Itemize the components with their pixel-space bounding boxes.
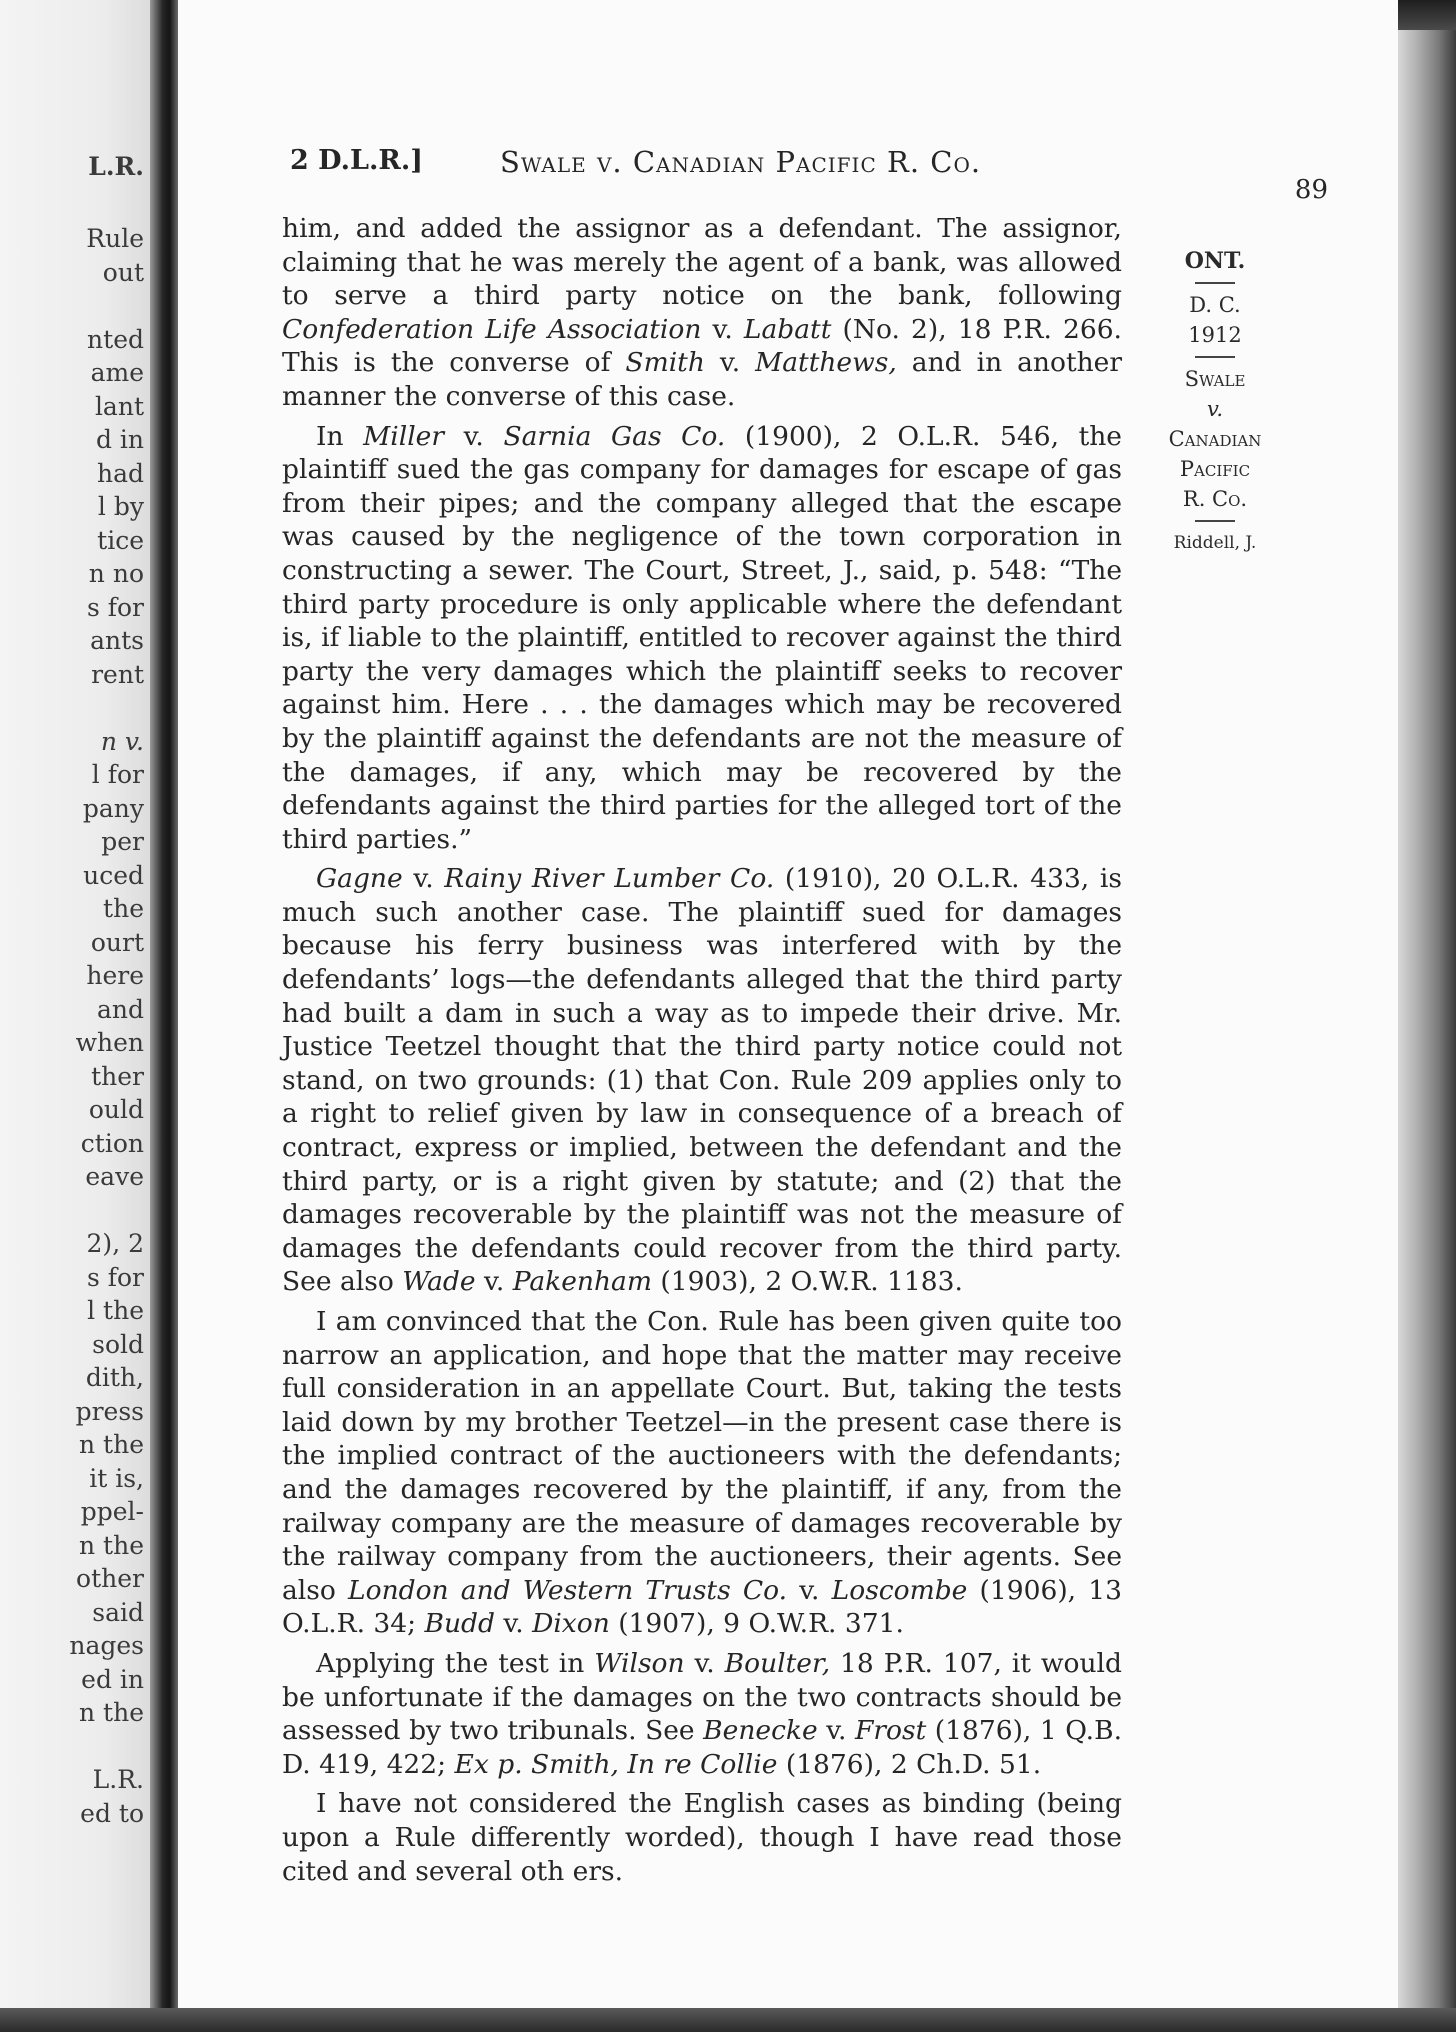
marginal-note [1150,246,1280,558]
text-run: v. [402,863,445,895]
previous-page-fragment: the [103,894,144,923]
text-run: v. [701,313,744,345]
previous-page-fragment: nted [87,324,144,354]
case-citation-italic: Matthews, [755,347,897,379]
previous-page-fragment: l for [91,760,144,789]
previous-page-fragment: L.R. [92,1765,144,1794]
case-citation-italic: Sarnia Gas Co. [503,420,726,452]
divider [1195,282,1235,284]
text-run: 18 P.R. 107, it would be unfortunate if the damages on the two contracts should be assessed by two tribunals. See [282,1647,1122,1747]
previous-page-fragment: ed in [81,1664,144,1694]
case-citation-italic: Confederation Life Association [282,313,702,345]
case-name-line: Swale [1184,367,1246,391]
case-citation-italic: Ex p. Smith, In re Collie [454,1748,778,1780]
volume-reference: 2 D.L.R.] [290,145,424,176]
previous-page-margin [0,0,150,2032]
case-citation-italic: London and Western Trusts Co. [348,1574,788,1606]
previous-page-fragment: lant [94,391,144,421]
text-run: Applying the test in [316,1647,595,1679]
previous-page-fragment: l by [97,492,144,521]
text-run: In [316,420,364,452]
previous-page-fragment: dith, [85,1363,144,1392]
previous-page-fragment: press [75,1396,144,1426]
case-citation-italic: Miller [363,420,445,452]
text-run: (1876), 1 Q.B. D. 419, 422; [282,1715,1122,1780]
previous-page-fragment: ame [90,358,144,387]
previous-page-fragment: L.R. [88,152,144,181]
previous-page-fragment: tice [97,525,144,555]
previous-page-fragment: ants [90,626,144,655]
text-run: v. [475,1266,513,1298]
previous-page-fragment: it is, [89,1463,144,1493]
case-citation-italic: Wilson [594,1647,685,1679]
previous-page-fragment: per [101,827,144,856]
page-number: 89 [1294,175,1328,205]
previous-page-fragment: had [96,458,144,488]
text-run: v. [444,420,504,452]
case-citation-italic: Gagne [316,863,403,895]
year: 1912 [1188,323,1242,347]
text-run: v. [494,1608,533,1640]
previous-page-fragment: n the [79,1430,144,1459]
paragraph [282,1787,1122,1888]
case-citation-italic: Loscombe [831,1574,968,1606]
text-run: v. [704,347,756,379]
previous-page-fragment: Rule [86,224,144,253]
previous-page-fragment: other [76,1564,144,1593]
text-run: (1907), 9 O.W.R. 371. [609,1608,904,1640]
previous-page-fragment: here [86,961,144,990]
paragraph [282,1305,1122,1641]
text-run: (1910), 20 O.L.R. 433, is much such another case. The plaintiff sued for damages because his ferry business was interfered with by the defendants’ logs—the defendants alleged that the third party had built a dam in such a way as to impede their drive. Mr. Justice Teetzel thought that the third party notice could not stand, on two grounds: (1) that Con. Rule 209 applies only to a right to relief given by law in consequence of a breach of contract, express or implied, between the defendant and the third party, or is a right given by statute; and (2) that the damages recoverable by the plaintiff was not the measure of damages the defendants could recover from the third party. See also [282,863,1122,1298]
previous-page-fragment: ourt [90,927,144,957]
text-run: I am convinced that the Con. Rule has been given quite too narrow an application, and hope that the matter may receive full consideration in an appellate Court. But, taking the tests laid down by my brother Teetzel—in the present case there is the implied contract of the auctioneers with the defendants; and the damages recovered by the plaintiff, if any, from the railway company are the measure of damages recoverable by the railway company from the auctioneers, their agents. See also [282,1306,1122,1606]
previous-page-fragment: sold [92,1329,144,1359]
previous-page-fragment: eave [85,1162,144,1191]
previous-page-fragment: 2), 2 [86,1229,144,1258]
previous-page-fragment: and [96,994,144,1024]
previous-page-fragment: ther [91,1061,144,1091]
running-head [290,145,1328,205]
text-run: (1900), 2 O.L.R. 546, the plaintiff sued the gas company for damages for escape of gas from their pipes; and the company alleged that the escape was caused by the negligence of the town corporation in constructing a sewer. The Court, Street, J., said, p. 548: “The third party procedure is only applicable where the defendant is, if liable to the plaintiff, entitled to recover against the third party the very damages which the plaintiff seeks to recover against him. Here . . . the damages which may be recovered by the plaintiff against the defendants are not the measure of the damages, if any, which may be recovered by the defendants against the third parties for the alleged tort of the third parties.” [282,420,1122,855]
judgment-text [282,212,1122,1888]
previous-page-fragment: n the [79,1530,144,1560]
case-citation-italic: Smith [625,347,705,379]
previous-page-fragment: n no [88,559,144,588]
paragraph [282,1647,1122,1781]
previous-page-fragment: s for [86,592,144,622]
paragraph [282,420,1122,857]
previous-page-fragment: ction [80,1128,144,1158]
text-run: him, and added the assignor as a defendant. The assignor, claiming that he was merely the agent of a bank, was allowed to serve a third party notice on the bank, following [282,213,1122,312]
previous-page-fragment: l the [87,1296,144,1325]
book-gutter [150,0,178,2032]
case-title-header: Swale v. Canadian Pacific R. Co. [500,145,982,179]
previous-page-fragment: said [92,1597,144,1627]
previous-page-fragment: out [102,257,144,287]
judge-name: Riddell, J. [1173,533,1257,553]
previous-page-fragment: d in [95,425,144,454]
text-run: I have not considered the English cases as binding (being upon a Rule differently worded), though I have read those cited and several oth ers. [282,1788,1122,1887]
case-citation-italic: Benecke [703,1715,818,1747]
page-edge-shadow [1398,30,1456,2032]
text-run: v. [817,1715,855,1747]
case-name-line: v. [1206,397,1224,421]
text-run: (1906), 13 O.L.R. 34; [282,1574,1122,1640]
previous-page-fragment: ppel- [80,1497,144,1526]
text-run: (No. 2), 18 P.R. 266. This is the converse of [282,313,1122,379]
case-citation-italic: Labatt [743,313,832,345]
previous-page-fragment: ould [88,1095,144,1124]
divider [1195,520,1235,522]
case-name-line: Canadian [1168,427,1262,451]
case-citation-italic: Dixon [532,1608,610,1640]
case-citation-italic: Rainy River Lumber Co. [444,863,775,895]
paragraph [282,862,1122,1299]
previous-page-fragment: n v. [100,726,144,756]
previous-page-fragment: pany [82,793,144,823]
text-run: (1903), 2 O.W.R. 1183. [651,1266,963,1298]
previous-page-fragment: nages [69,1631,144,1660]
case-citation-italic: Boulter, [724,1647,831,1679]
text-run: and in another manner the converse of this case. [282,347,1123,412]
paragraph [282,212,1122,414]
previous-page-fragment: n the [79,1698,144,1727]
previous-page-fragment: uced [83,860,144,890]
text-run: v. [684,1647,725,1679]
previous-page-fragment: ed to [80,1798,144,1828]
divider [1195,356,1235,358]
case-citation-italic: Wade [402,1266,476,1298]
previous-page-fragment: s for [86,1262,144,1292]
case-name-line: R. Co. [1182,487,1248,511]
court: D. C. [1189,293,1241,317]
jurisdiction: ONT. [1184,248,1246,274]
previous-page-fragment: rent [91,659,144,689]
case-citation-italic: Frost [854,1715,927,1747]
case-name-line: Pacific [1179,457,1251,481]
text-run: v. [787,1574,832,1606]
case-citation-italic: Pakenham [512,1266,652,1298]
scan-bottom-edge [0,2008,1456,2032]
previous-page-fragment: when [75,1028,144,1057]
text-run: (1876), 2 Ch.D. 51. [777,1748,1042,1780]
case-citation-italic: Budd [424,1608,495,1640]
